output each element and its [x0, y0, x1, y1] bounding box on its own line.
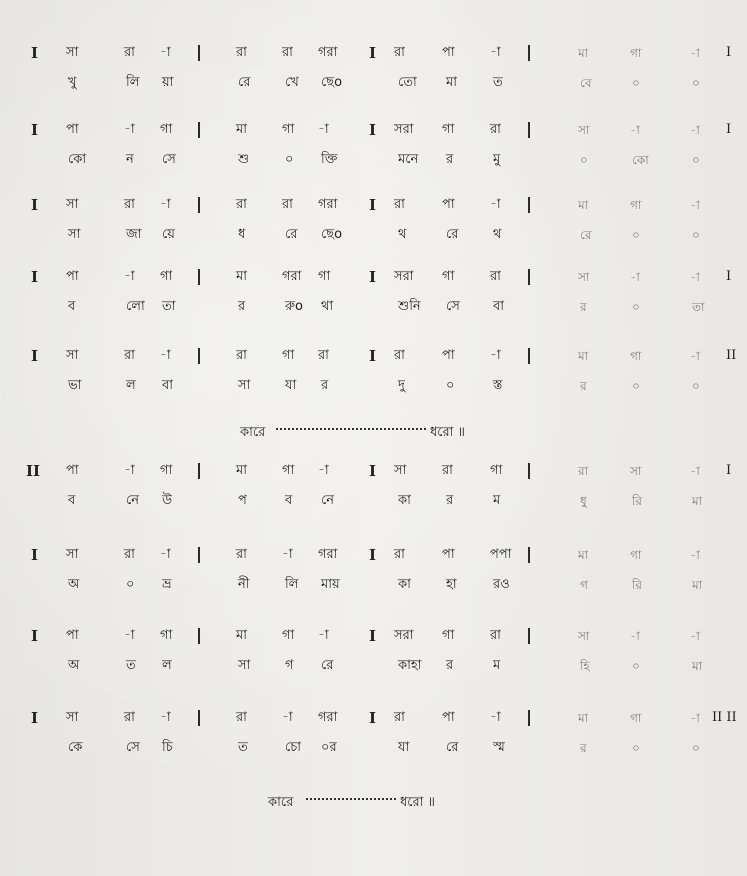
lyric-syllable: থ [493, 227, 502, 242]
lyric-syllable: ছেo [321, 75, 343, 90]
swara-note: রা [236, 710, 247, 725]
lyric-syllable: নে [126, 493, 140, 508]
swara-line [0, 341, 747, 371]
swara-note: -া [490, 197, 501, 212]
lyric-syllable: মু [493, 152, 501, 167]
bar-line [528, 710, 530, 726]
swara-note: গা [318, 269, 331, 284]
line-start-mark: I [31, 44, 39, 62]
lyric-syllable: যা [285, 378, 297, 393]
swara-note: গরা [318, 710, 338, 725]
lyric-syllable: রে [446, 740, 459, 755]
lyric-syllable: র [446, 493, 454, 508]
bar-line [198, 348, 200, 364]
division-mark: I [369, 347, 377, 365]
swara-note: রা [442, 463, 453, 478]
swara-note: -া [160, 45, 171, 60]
lyric-syllable: দু [398, 378, 405, 393]
swara-note: গরা [318, 197, 338, 212]
lyric-syllable: ০ [692, 379, 700, 393]
lyric-syllable: মায় [321, 577, 340, 592]
swara-note: -া [282, 547, 293, 562]
swara-line [0, 456, 747, 486]
lyric-syllable: কো [68, 152, 87, 167]
division-mark: I [369, 546, 377, 564]
swara-note: গরা [282, 269, 302, 284]
swara-note: পা [66, 122, 79, 137]
swara-note: -া [690, 548, 700, 562]
refrain-dots [306, 798, 396, 800]
swara-note: মা [578, 349, 589, 363]
swara-note: -া [318, 463, 329, 478]
lyric-syllable: নী [238, 577, 250, 592]
bar-line [198, 197, 200, 213]
lyric-syllable: স্ম [493, 740, 505, 755]
swara-note: গা [160, 463, 173, 478]
lyric-syllable: ০ [692, 76, 700, 90]
swara-note: রা [124, 710, 135, 725]
lyric-syllable: ০ [285, 152, 294, 167]
lyric-syllable: মা [692, 659, 703, 673]
swara-note: গা [160, 628, 173, 643]
bar-line [198, 547, 200, 563]
swara-note: রা [318, 348, 329, 363]
swara-note: সা [394, 463, 407, 478]
refrain-start: কারে [268, 795, 294, 810]
swara-note: -া [690, 711, 700, 725]
swara-line [0, 190, 747, 220]
lyric-syllable: ০ [126, 577, 135, 592]
bar-line [528, 463, 530, 479]
division-mark: I [369, 121, 377, 139]
lyric-syllable: সে [162, 152, 176, 167]
swara-note: গা [442, 628, 455, 643]
line-end-mark: I [726, 463, 732, 478]
swara-note: -া [160, 348, 171, 363]
swara-note: সরা [394, 628, 414, 643]
lyric-syllable: র [580, 300, 587, 314]
lyric-syllable: বা [162, 378, 174, 393]
bar-line [198, 628, 200, 644]
lyric-syllable: রি [632, 578, 643, 592]
division-mark: I [369, 44, 377, 62]
bani-line [0, 371, 747, 401]
division-mark: I [369, 462, 377, 480]
swara-note: রা [236, 547, 247, 562]
line-end-mark: I [726, 269, 732, 284]
swara-note: মা [236, 463, 247, 478]
lyric-syllable: ০ [580, 153, 588, 167]
lyric-syllable: সে [446, 299, 460, 314]
lyric-syllable: ন [126, 152, 134, 167]
lyric-syllable: বে [580, 76, 592, 90]
lyric-syllable: খে [285, 75, 299, 90]
swara-note: গা [630, 198, 642, 212]
lyric-syllable: ব [68, 299, 76, 314]
swara-note: -া [490, 348, 501, 363]
swara-note: -া [124, 628, 135, 643]
line-start-mark: I [31, 627, 39, 645]
swara-note: -া [160, 710, 171, 725]
lyric-syllable: ০র [321, 740, 337, 755]
lyric-syllable: কো [632, 153, 649, 167]
swara-note: রা [394, 348, 405, 363]
lyric-syllable: রুo [285, 299, 303, 314]
swara-note: রা [124, 197, 135, 212]
line-start-mark: I [31, 121, 39, 139]
swara-line [0, 262, 747, 292]
lyric-syllable: রি [632, 494, 643, 508]
lyric-syllable: রে [238, 75, 251, 90]
swara-note: সা [578, 123, 590, 137]
bar-line [528, 628, 530, 644]
lyric-syllable: মা [692, 494, 703, 508]
swara-note: গা [442, 269, 455, 284]
bar-line [198, 463, 200, 479]
bar-line [528, 269, 530, 285]
swara-note: রা [490, 269, 501, 284]
swara-note: -া [124, 269, 135, 284]
swara-note: গা [490, 463, 503, 478]
swara-note: গা [282, 463, 295, 478]
lyric-syllable: ০ [446, 378, 455, 393]
swara-note: -া [160, 197, 171, 212]
lyric-syllable: র [580, 741, 587, 755]
swara-note: সা [66, 348, 79, 363]
swara-note: সা [578, 629, 590, 643]
lyric-syllable: ০ [632, 659, 640, 673]
swara-note: পা [66, 463, 79, 478]
division-mark: I [369, 627, 377, 645]
lyric-syllable: যা [398, 740, 410, 755]
lyric-syllable: বা [493, 299, 505, 314]
bar-line [198, 122, 200, 138]
lyric-syllable: গ [285, 658, 294, 673]
lyric-syllable: শুনি [398, 299, 421, 314]
lyric-syllable: ধু [580, 494, 587, 508]
lyric-syllable: রে [580, 228, 592, 242]
swara-note: মা [578, 198, 589, 212]
swara-note: পা [442, 45, 455, 60]
swara-note: -া [124, 122, 135, 137]
bar-line [528, 547, 530, 563]
swara-note: -া [124, 463, 135, 478]
lyric-syllable: ত [126, 658, 136, 673]
lyric-syllable: কা [398, 577, 411, 592]
swara-note: সা [630, 464, 642, 478]
swara-note: -া [690, 46, 700, 60]
bani-line [0, 651, 747, 681]
lyric-syllable: লো [126, 299, 145, 314]
lyric-syllable: ত [493, 75, 503, 90]
swara-note: সা [66, 45, 79, 60]
lyric-syllable: শু [238, 152, 250, 167]
bar-line [528, 45, 530, 61]
swara-note: রা [236, 197, 247, 212]
line-start-mark: I [31, 347, 39, 365]
lyric-syllable: ০ [692, 228, 700, 242]
swara-note: -া [318, 122, 329, 137]
lyric-syllable: হি [580, 659, 590, 673]
lyric-syllable: জা [126, 227, 142, 242]
swara-note: মা [236, 269, 247, 284]
swara-note: সা [66, 547, 79, 562]
division-mark: I [369, 196, 377, 214]
lyric-syllable: প [238, 493, 247, 508]
lyric-syllable: হা [446, 577, 457, 592]
swara-note: রা [124, 547, 135, 562]
swara-note: মা [236, 628, 247, 643]
swara-note: গা [282, 348, 295, 363]
lyric-syllable: সা [238, 378, 251, 393]
swara-note: পা [442, 710, 455, 725]
line-end-mark: I [726, 45, 732, 60]
bani-line [0, 486, 747, 516]
lyric-syllable: ০ [632, 76, 640, 90]
bani-line [0, 733, 747, 763]
swara-note: সরা [394, 269, 414, 284]
swara-note: সা [66, 710, 79, 725]
swara-note: রা [490, 628, 501, 643]
lyric-syllable: ল [126, 378, 136, 393]
swara-note: -া [490, 710, 501, 725]
lyric-syllable: রে [285, 227, 298, 242]
lyric-syllable: স্ত [493, 378, 503, 393]
lyric-syllable: কাহা [398, 658, 422, 673]
lyric-syllable: য়ে [162, 227, 175, 242]
swara-note: পা [442, 348, 455, 363]
swara-note: গা [630, 46, 642, 60]
lyric-syllable: ধ [238, 227, 246, 242]
division-mark: I [369, 709, 377, 727]
refrain-end: ধরো ॥ [430, 425, 465, 440]
lyric-syllable: অ [68, 577, 80, 592]
swara-note: রা [124, 45, 135, 60]
swara-note: রা [394, 197, 405, 212]
swara-note: গা [160, 269, 173, 284]
lyric-syllable: ০ [692, 741, 700, 755]
lyric-syllable: রে [446, 227, 459, 242]
division-mark: I [369, 268, 377, 286]
line-end-mark: I [726, 122, 732, 137]
lyric-syllable: সে [126, 740, 140, 755]
lyric-syllable: ল [162, 658, 172, 673]
swara-note: মা [578, 548, 589, 562]
lyric-syllable: চি [162, 740, 173, 755]
swara-note: গা [160, 122, 173, 137]
swara-note: মা [236, 122, 247, 137]
swara-note: পা [66, 269, 79, 284]
lyric-syllable: ম [493, 493, 501, 508]
swara-note: -া [282, 710, 293, 725]
lyric-syllable: তো [398, 75, 417, 90]
swara-line [0, 621, 747, 651]
lyric-syllable: ০ [632, 741, 640, 755]
lyric-syllable: ভা [68, 378, 82, 393]
swara-note: রা [236, 348, 247, 363]
lyric-syllable: র [321, 378, 329, 393]
lyric-syllable: ত [238, 740, 248, 755]
swara-note: পপা [490, 547, 512, 562]
lyric-syllable: কে [68, 740, 83, 755]
swara-note: গা [630, 349, 642, 363]
lyric-syllable: মা [692, 578, 703, 592]
lyric-syllable: গ [580, 578, 588, 592]
lyric-syllable: অ [68, 658, 80, 673]
swara-note: -া [690, 349, 700, 363]
swara-line [0, 38, 747, 68]
line-start-mark: I [31, 196, 39, 214]
lyric-syllable: য়া [162, 75, 174, 90]
bani-line [0, 145, 747, 175]
bar-line [528, 122, 530, 138]
bar-line [198, 45, 200, 61]
swara-note: গা [282, 122, 295, 137]
swara-line [0, 540, 747, 570]
lyric-syllable: ভ্র [162, 577, 172, 592]
bar-line [198, 710, 200, 726]
swara-note: গা [630, 711, 642, 725]
line-start-mark: I [31, 709, 39, 727]
swara-note: সা [578, 270, 590, 284]
lyric-syllable: মা [446, 75, 457, 90]
swara-note: -া [160, 547, 171, 562]
swara-note: -া [690, 198, 700, 212]
bar-line [198, 269, 200, 285]
swara-note: গা [282, 628, 295, 643]
line-start-mark: I [31, 268, 39, 286]
swara-note: -া [690, 629, 700, 643]
swara-note: -া [690, 270, 700, 284]
swara-note: রা [578, 464, 589, 478]
lyric-syllable: ব [285, 493, 293, 508]
lyric-syllable: উ [162, 493, 173, 508]
lyric-syllable: রে [321, 658, 334, 673]
swara-note: গা [630, 548, 642, 562]
bani-line [0, 220, 747, 250]
swara-note: রা [282, 197, 293, 212]
bar-line [528, 197, 530, 213]
swara-line [0, 703, 747, 733]
lyric-syllable: ব [68, 493, 76, 508]
refrain-dots [276, 428, 426, 430]
line-start-mark: II [26, 462, 41, 480]
swara-note: -া [318, 628, 329, 643]
swara-note: গরা [318, 45, 338, 60]
lyric-syllable: থ [398, 227, 407, 242]
swara-note: সা [66, 197, 79, 212]
swara-note: রা [236, 45, 247, 60]
lyric-syllable: র [446, 152, 454, 167]
lyric-syllable: ক্তি [321, 152, 338, 167]
swara-note: গরা [318, 547, 338, 562]
swara-note: পা [442, 547, 455, 562]
lyric-syllable: চো [285, 740, 302, 755]
line-start-mark: I [31, 546, 39, 564]
bani-line [0, 570, 747, 600]
line-end-mark: II II [712, 710, 737, 725]
lyric-syllable: খু [68, 75, 77, 90]
swara-note: রা [490, 122, 501, 137]
swara-note: -া [690, 123, 700, 137]
bar-line [528, 348, 530, 364]
lyric-syllable: র [580, 379, 587, 393]
bani-line [0, 68, 747, 98]
swara-note: রা [394, 547, 405, 562]
swara-note: রা [282, 45, 293, 60]
swara-note: পা [66, 628, 79, 643]
lyric-syllable: ম [493, 658, 501, 673]
lyric-syllable: ০ [632, 379, 640, 393]
lyric-syllable: ০ [692, 153, 700, 167]
swara-note: পা [442, 197, 455, 212]
swara-note: -া [490, 45, 501, 60]
refrain-start: কারে [240, 425, 266, 440]
swara-note: -া [630, 270, 640, 284]
refrain-end: ধরো ॥ [400, 795, 435, 810]
lyric-syllable: কা [398, 493, 411, 508]
lyric-syllable: র [446, 658, 454, 673]
lyric-syllable: সা [238, 658, 251, 673]
lyric-syllable: রও [493, 577, 510, 592]
lyric-syllable: থা [321, 299, 334, 314]
lyric-syllable: লি [285, 577, 299, 592]
bani-line [0, 292, 747, 322]
lyric-syllable: মনে [398, 152, 419, 167]
line-end-mark: II [726, 348, 737, 363]
lyric-syllable: ছেo [321, 227, 343, 242]
lyric-syllable: নে [321, 493, 335, 508]
lyric-syllable: ০ [632, 300, 640, 314]
swara-note: রা [124, 348, 135, 363]
swara-note: রা [394, 45, 405, 60]
swara-note: রা [394, 710, 405, 725]
swara-note: মা [578, 711, 589, 725]
swara-note: মা [578, 46, 589, 60]
swara-note: -া [630, 629, 640, 643]
lyric-syllable: ০ [632, 228, 640, 242]
lyric-syllable: র [238, 299, 246, 314]
lyric-syllable: লি [126, 75, 140, 90]
lyric-syllable: সা [68, 227, 81, 242]
swara-note: -া [630, 123, 640, 137]
swara-note: গা [442, 122, 455, 137]
swara-note: সরা [394, 122, 414, 137]
lyric-syllable: তা [692, 300, 705, 314]
lyric-syllable: তা [162, 299, 176, 314]
swara-line [0, 115, 747, 145]
swara-note: -া [690, 464, 700, 478]
